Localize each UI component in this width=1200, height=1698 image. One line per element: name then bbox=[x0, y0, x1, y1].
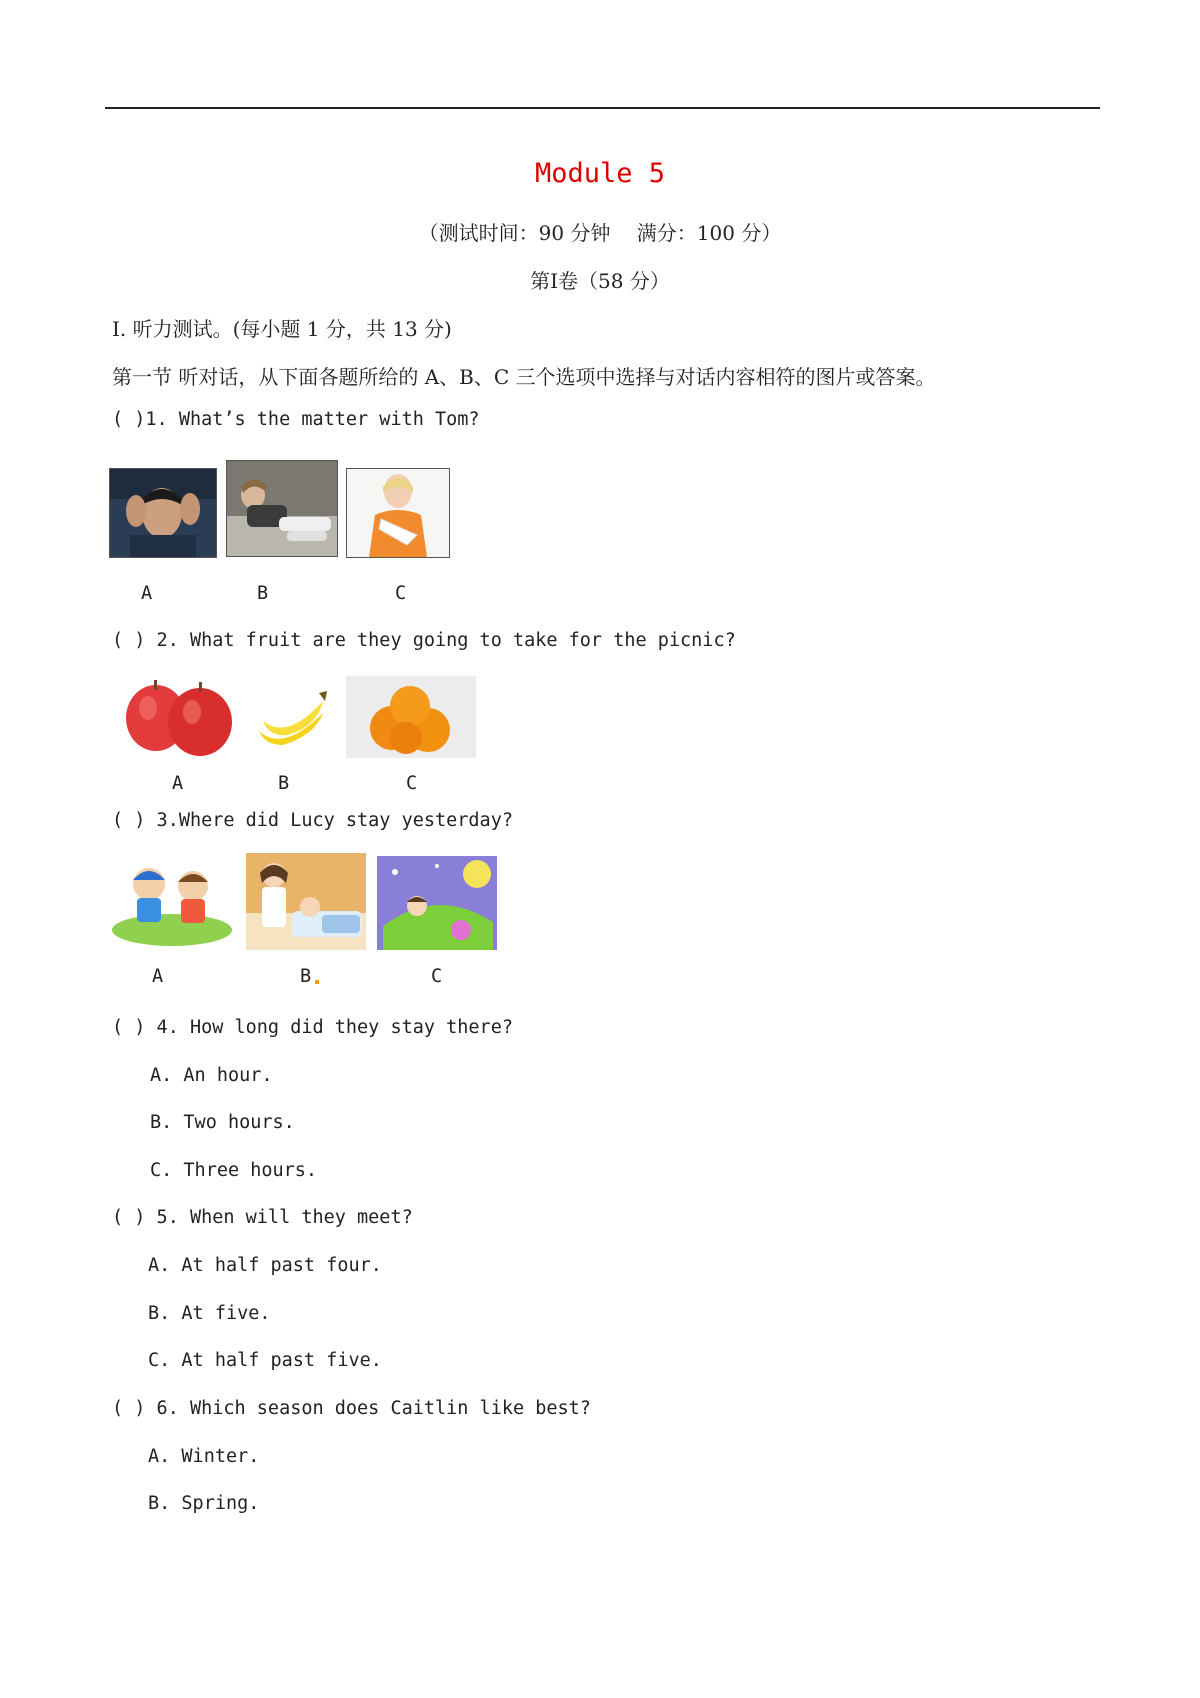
q5-option-b: B. At five. bbox=[148, 1303, 271, 1324]
question-3: ( ) 3.Where did Lucy stay yesterday? bbox=[112, 810, 513, 831]
q5-option-a: A. At half past four. bbox=[148, 1255, 382, 1276]
children-playing-image bbox=[109, 856, 235, 950]
q2-label-b: B bbox=[278, 773, 290, 794]
child-sleeping-image bbox=[377, 856, 497, 950]
man-lying-with-bandaged-leg-image bbox=[226, 460, 338, 557]
q2-label-a: A bbox=[172, 773, 184, 794]
orange-dot-icon bbox=[315, 980, 319, 984]
q1-label-c: C bbox=[395, 583, 407, 604]
q4-option-b: B. Two hours. bbox=[150, 1112, 295, 1133]
section-instructions: 第一节 听对话，从下面各题所给的 A、B、C 三个选项中选择与对话内容相符的图片或答案。 bbox=[112, 365, 936, 389]
q6-option-b: B. Spring. bbox=[148, 1493, 260, 1514]
q2-label-c: C bbox=[406, 773, 418, 794]
q3-label-b-wrap bbox=[300, 966, 319, 987]
bananas-image bbox=[253, 683, 333, 758]
q6-option-a: A. Winter. bbox=[148, 1446, 260, 1467]
apples-image bbox=[118, 666, 238, 758]
q3-label-c: C bbox=[431, 966, 443, 987]
volume-heading: 第Ⅰ卷（58 分） bbox=[530, 269, 670, 293]
page-title: Module 5 bbox=[534, 158, 666, 189]
question-6: ( ) 6. Which season does Caitlin like best? bbox=[112, 1398, 591, 1419]
woman-with-arm-sling-image bbox=[346, 468, 450, 558]
q4-option-c: C. Three hours. bbox=[150, 1160, 318, 1181]
hospital-bed-image bbox=[246, 853, 366, 950]
q1-label-a: A bbox=[141, 583, 153, 604]
q1-label-b: B bbox=[257, 583, 269, 604]
header-rule bbox=[105, 107, 1100, 109]
question-1: ( )1. What’s the matter with Tom? bbox=[112, 409, 480, 430]
question-2: ( ) 2. What fruit are they going to take for the picnic? bbox=[112, 630, 736, 651]
q5-option-c: C. At half past five. bbox=[148, 1350, 382, 1371]
test-time-info: （测试时间：90 分钟 满分：100 分） bbox=[418, 221, 782, 245]
man-holding-head-image bbox=[109, 468, 217, 558]
question-4: ( ) 4. How long did they stay there? bbox=[112, 1017, 513, 1038]
question-5: ( ) 5. When will they meet? bbox=[112, 1207, 413, 1228]
oranges-image bbox=[346, 676, 476, 758]
q4-option-a: A. An hour. bbox=[150, 1065, 273, 1086]
q3-label-a: A bbox=[152, 966, 164, 987]
section-heading: Ⅰ. 听力测试。(每小题 1 分，共 13 分) bbox=[112, 317, 452, 341]
q3-label-b: B bbox=[300, 966, 312, 987]
